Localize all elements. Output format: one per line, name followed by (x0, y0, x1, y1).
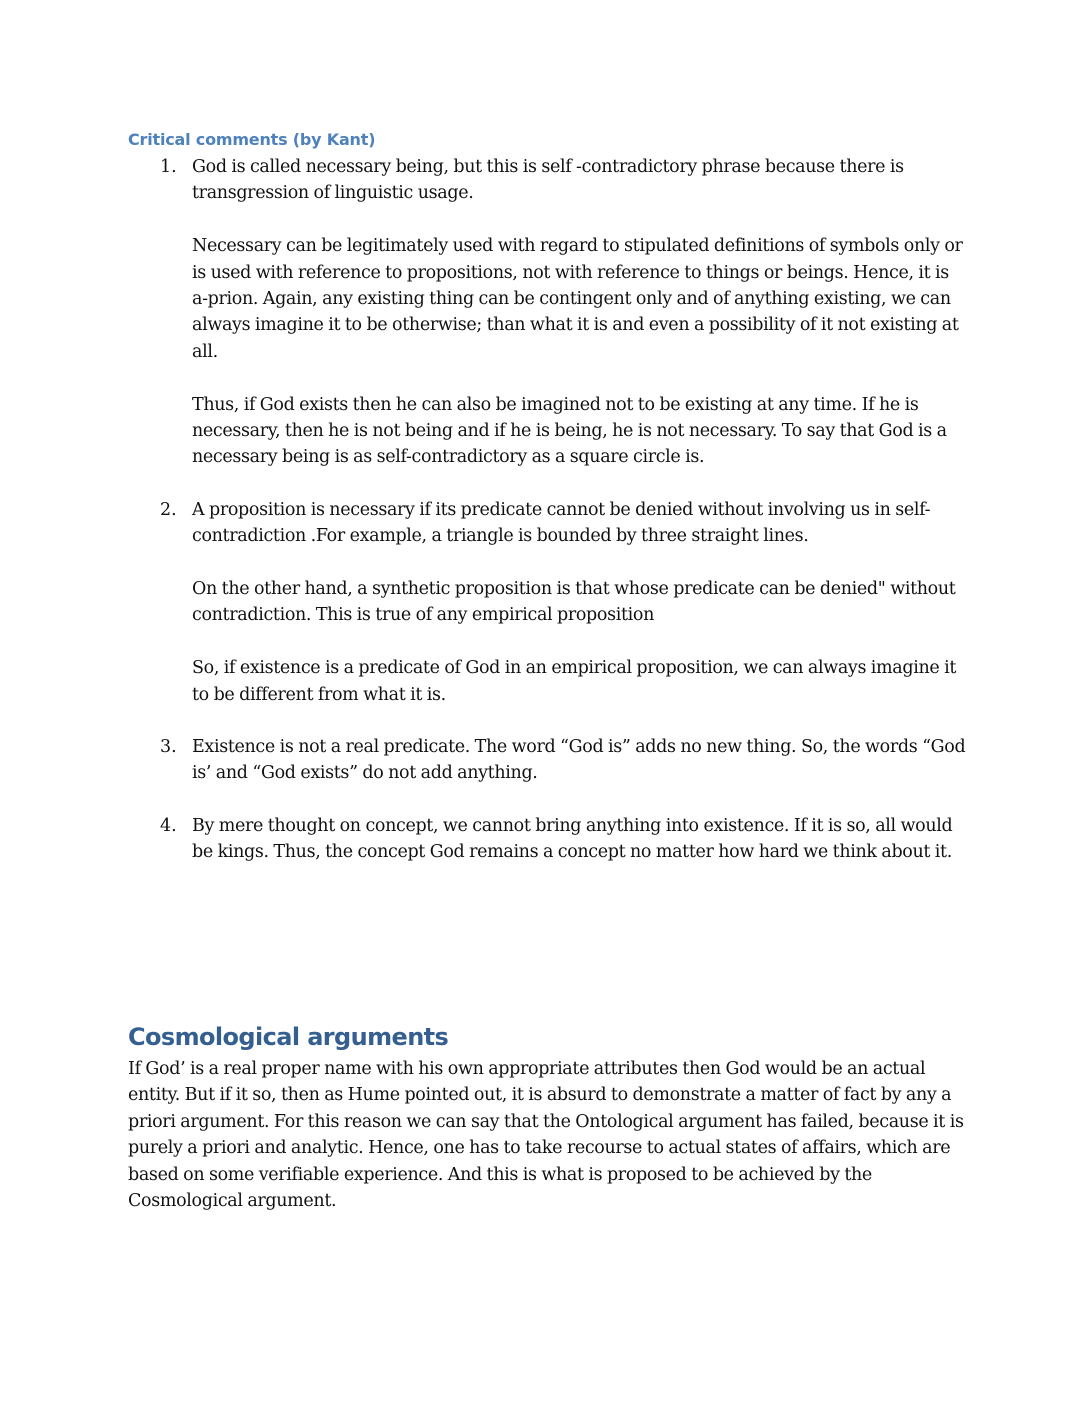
critique-list (128, 154, 968, 892)
list-item (128, 154, 968, 471)
list-item-paragraph: Existence is not a real predicate. The word “God is” adds no new thing. So, the words “God is’ and “God exists” do not add anything. (192, 737, 966, 784)
list-item (128, 813, 968, 866)
list-item-number: 4. (160, 815, 177, 836)
list-item-number: 3. (160, 737, 177, 758)
list-item-number: 1. (160, 157, 177, 177)
list-item (128, 497, 968, 708)
list-item-paragraph: On the other hand, a synthetic proposition is that whose predicate can be denied" without contradiction. This is true of any empirical proposition (192, 579, 956, 626)
section-heading: Cosmological arguments (128, 1023, 449, 1051)
list-item-paragraph: By mere thought on concept, we cannot bring anything into existence. If it is so, all would be kings. Thus, the concept God remains a concept no matter how hard we think about it. (192, 815, 953, 863)
list-item-paragraph: So, if existence is a predicate of God in an empirical proposition, we can always imagine it to be different from what it is. (192, 658, 957, 705)
list-item-paragraph: Thus, if God exists then he can also be imagined not to be existing at any time. If he is necessary, then he is not being and if he is being, he is not necessary. To say that God is a necessary being is as self-contradictory as a square circle is. (192, 394, 947, 468)
list-item-number: 2. (160, 499, 177, 520)
list-item-paragraph: A proposition is necessary if its predicate cannot be denied without involving us in self-contradiction .For example, a triangle is bounded by three straight lines. (192, 499, 931, 547)
list-item-paragraph: God is called necessary being, but this is self -contradictory phrase because there is transgression of linguistic usage. (192, 157, 904, 204)
list-item (128, 734, 968, 787)
section-subheading: Critical comments (by Kant) (128, 130, 376, 149)
body-paragraph: If God’ is a real proper name with his own appropriate attributes then God would be an actual entity. But if it so, then as Hume pointed out, it is absurd to demonstrate a matter of fact by any a priori argument. For this reason we can say that the Ontological argument has failed, because it is purely a priori and analytic. Hence, one has to take recourse to actual states of affairs, which are based on some verifiable experience. And this is what is proposed to be achieved by the Cosmological argument. (128, 1059, 964, 1212)
list-item-paragraph: Necessary can be legitimately used with regard to stipulated definitions of symbols only or is used with reference to propositions, not with reference to things or beings. Hence, it is a-prion. Again, any existing thing can be contingent only and of anything existing, we can always imagine it to be otherwise; than what it is and even a possibility of it not existing at all. (192, 236, 963, 362)
